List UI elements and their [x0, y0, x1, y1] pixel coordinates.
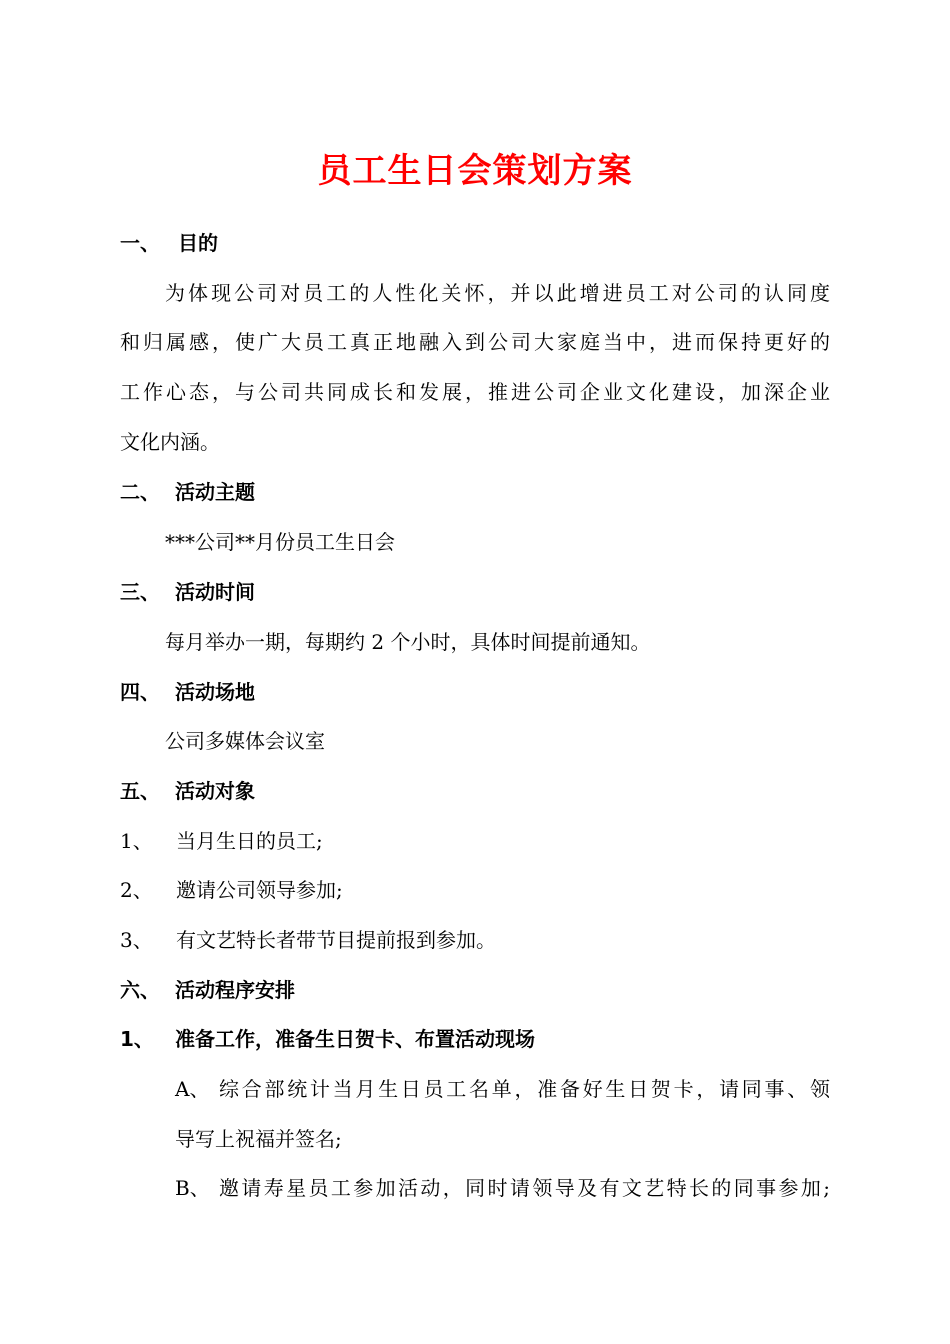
- subsection-heading: [120, 1024, 720, 1054]
- section-number: 六、: [120, 978, 160, 1002]
- section-title: 目的: [178, 231, 218, 255]
- paragraph-line: 文化内涵。: [120, 430, 220, 454]
- paragraph-line: 为体现公司对员工的人性化关怀，并以此增进员工对公司的认同度: [165, 281, 830, 305]
- section-number: 五、: [120, 779, 160, 803]
- section-title: 活动对象: [175, 779, 255, 803]
- section-title: 活动程序安排: [175, 978, 295, 1002]
- document-title: 员工生日会策划方案: [317, 151, 633, 191]
- list-text: 邀请公司领导参加;: [176, 878, 343, 902]
- section-6-heading: [120, 975, 420, 1005]
- section-4-heading: [120, 677, 420, 707]
- section-1-heading: [120, 228, 420, 258]
- section-number: 二、: [120, 480, 160, 504]
- list-number: 2、: [120, 878, 153, 902]
- item-text-continued: 导写上祝福并签名;: [175, 1127, 342, 1151]
- subsection-title: 准备工作，准备生日贺卡、布置活动现场: [175, 1027, 535, 1051]
- item-text: 综合部统计当月生日员工名单，准备好生日贺卡，请同事、领: [219, 1077, 830, 1101]
- section-4-body: 公司多媒体会议室: [165, 729, 325, 753]
- paragraph-line: 和归属感，使广大员工真正地融入到公司大家庭当中，进而保持更好的: [120, 330, 830, 354]
- section-2-heading: [120, 477, 420, 507]
- section-title: 活动时间: [175, 580, 255, 604]
- list-item: [120, 875, 720, 905]
- section-title: 活动主题: [175, 480, 255, 504]
- list-text: 当月生日的员工;: [176, 829, 323, 853]
- list-number: 1、: [120, 829, 153, 853]
- section-title: 活动场地: [175, 680, 255, 704]
- section-3-body: 每月举办一期，每期约 2 个小时，具体时间提前通知。: [165, 630, 651, 654]
- list-item: [120, 925, 720, 955]
- item-text: 邀请寿星员工参加活动，同时请领导及有文艺特长的同事参加;: [219, 1176, 830, 1200]
- subsection-number: 1、: [120, 1027, 154, 1051]
- section-2-body: ***公司**月份员工生日会: [165, 530, 395, 554]
- section-number: 三、: [120, 580, 160, 604]
- sub-item-b: [175, 1173, 830, 1203]
- list-number: 3、: [120, 928, 153, 952]
- list-item: [120, 826, 720, 856]
- item-letter: A、: [175, 1077, 210, 1101]
- section-5-heading: [120, 776, 420, 806]
- item-letter: B、: [175, 1176, 210, 1200]
- section-number: 四、: [120, 680, 160, 704]
- paragraph-line: 工作心态，与公司共同成长和发展，推进公司企业文化建设，加深企业: [120, 380, 830, 404]
- section-3-heading: [120, 577, 420, 607]
- sub-item-a: [175, 1074, 830, 1104]
- section-number: 一、: [120, 231, 160, 255]
- list-text: 有文艺特长者带节目提前报到参加。: [176, 928, 496, 952]
